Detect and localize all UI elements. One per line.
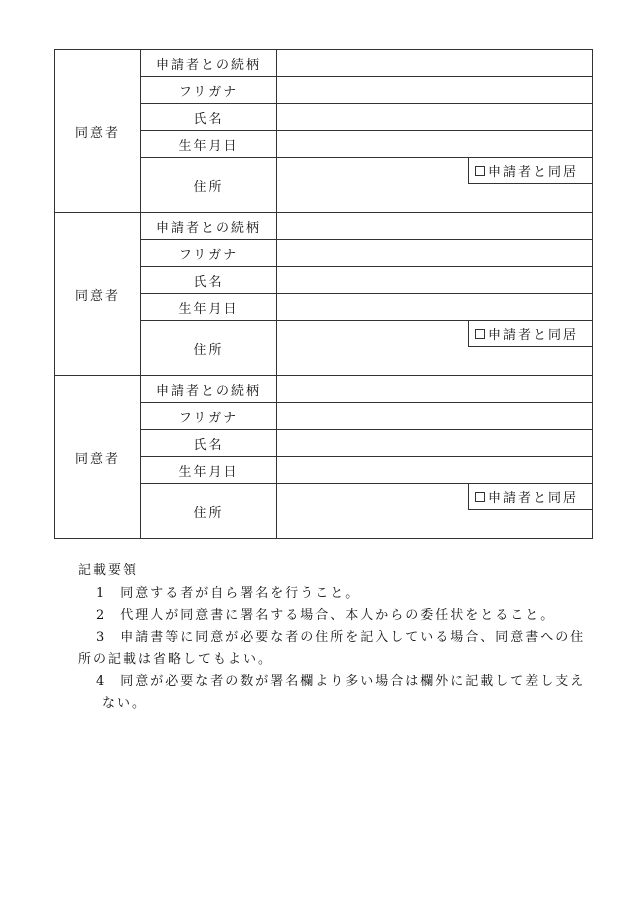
cohabit-option[interactable] bbox=[468, 321, 592, 347]
birthdate-field[interactable] bbox=[277, 294, 593, 321]
relation-label: 申請者との続柄 bbox=[141, 213, 277, 240]
name-field[interactable] bbox=[277, 267, 593, 294]
cohabit-option[interactable] bbox=[468, 484, 592, 510]
address-field[interactable] bbox=[277, 158, 593, 213]
instruction-item bbox=[78, 583, 593, 605]
instruction-text: 同意が必要な者の数が署名欄より多い場合は欄外に記載して差し支えない。 bbox=[102, 674, 586, 711]
birthdate-field[interactable] bbox=[277, 131, 593, 158]
instructions-title: 記載要領 bbox=[78, 563, 139, 578]
filling-instructions bbox=[78, 560, 593, 715]
instruction-number: 1 bbox=[96, 586, 107, 601]
consenter-group-label: 同意者 bbox=[55, 376, 141, 539]
cohabit-label: 申請者と同居 bbox=[488, 165, 579, 180]
furigana-field[interactable] bbox=[277, 240, 593, 267]
instruction-item bbox=[78, 671, 593, 715]
furigana-label: フリガナ bbox=[141, 240, 277, 267]
name-field[interactable] bbox=[277, 104, 593, 131]
furigana-label: フリガナ bbox=[141, 403, 277, 430]
cohabit-label: 申請者と同居 bbox=[488, 328, 579, 343]
cohabit-checkbox[interactable] bbox=[475, 329, 485, 339]
birthdate-label: 生年月日 bbox=[141, 294, 277, 321]
birthdate-label: 生年月日 bbox=[141, 131, 277, 158]
birthdate-label: 生年月日 bbox=[141, 457, 277, 484]
relation-field[interactable] bbox=[277, 213, 593, 240]
instruction-number: 2 bbox=[96, 608, 107, 623]
cohabit-checkbox[interactable] bbox=[475, 166, 485, 176]
relation-label: 申請者との続柄 bbox=[141, 376, 277, 403]
consenter-group-label: 同意者 bbox=[55, 213, 141, 376]
instruction-text: 同意する者が自ら署名を行うこと。 bbox=[120, 586, 361, 601]
consenter-group-label: 同意者 bbox=[55, 50, 141, 213]
address-label: 住所 bbox=[141, 321, 277, 376]
name-label: 氏名 bbox=[141, 267, 277, 294]
relation-field[interactable] bbox=[277, 376, 593, 403]
cohabit-label: 申請者と同居 bbox=[488, 491, 579, 506]
instruction-number: 4 bbox=[96, 674, 107, 689]
name-label: 氏名 bbox=[141, 104, 277, 131]
cohabit-option[interactable] bbox=[468, 158, 592, 184]
furigana-field[interactable] bbox=[277, 77, 593, 104]
instruction-item bbox=[78, 627, 593, 671]
address-label: 住所 bbox=[141, 484, 277, 539]
address-label: 住所 bbox=[141, 158, 277, 213]
consent-signature-table bbox=[54, 49, 593, 539]
furigana-label: フリガナ bbox=[141, 77, 277, 104]
relation-field[interactable] bbox=[277, 50, 593, 77]
cohabit-checkbox[interactable] bbox=[475, 492, 485, 502]
address-field[interactable] bbox=[277, 321, 593, 376]
instruction-text: 代理人が同意書に署名する場合、本人からの委任状をとること。 bbox=[120, 608, 556, 623]
instruction-text: 申請書等に同意が必要な者の住所を記入している場合、同意書への住所の記載は省略してもよい。 bbox=[78, 630, 586, 667]
relation-label: 申請者との続柄 bbox=[141, 50, 277, 77]
name-field[interactable] bbox=[277, 430, 593, 457]
furigana-field[interactable] bbox=[277, 403, 593, 430]
birthdate-field[interactable] bbox=[277, 457, 593, 484]
instruction-item bbox=[78, 605, 593, 627]
name-label: 氏名 bbox=[141, 430, 277, 457]
address-field[interactable] bbox=[277, 484, 593, 539]
instruction-number: 3 bbox=[96, 630, 107, 645]
